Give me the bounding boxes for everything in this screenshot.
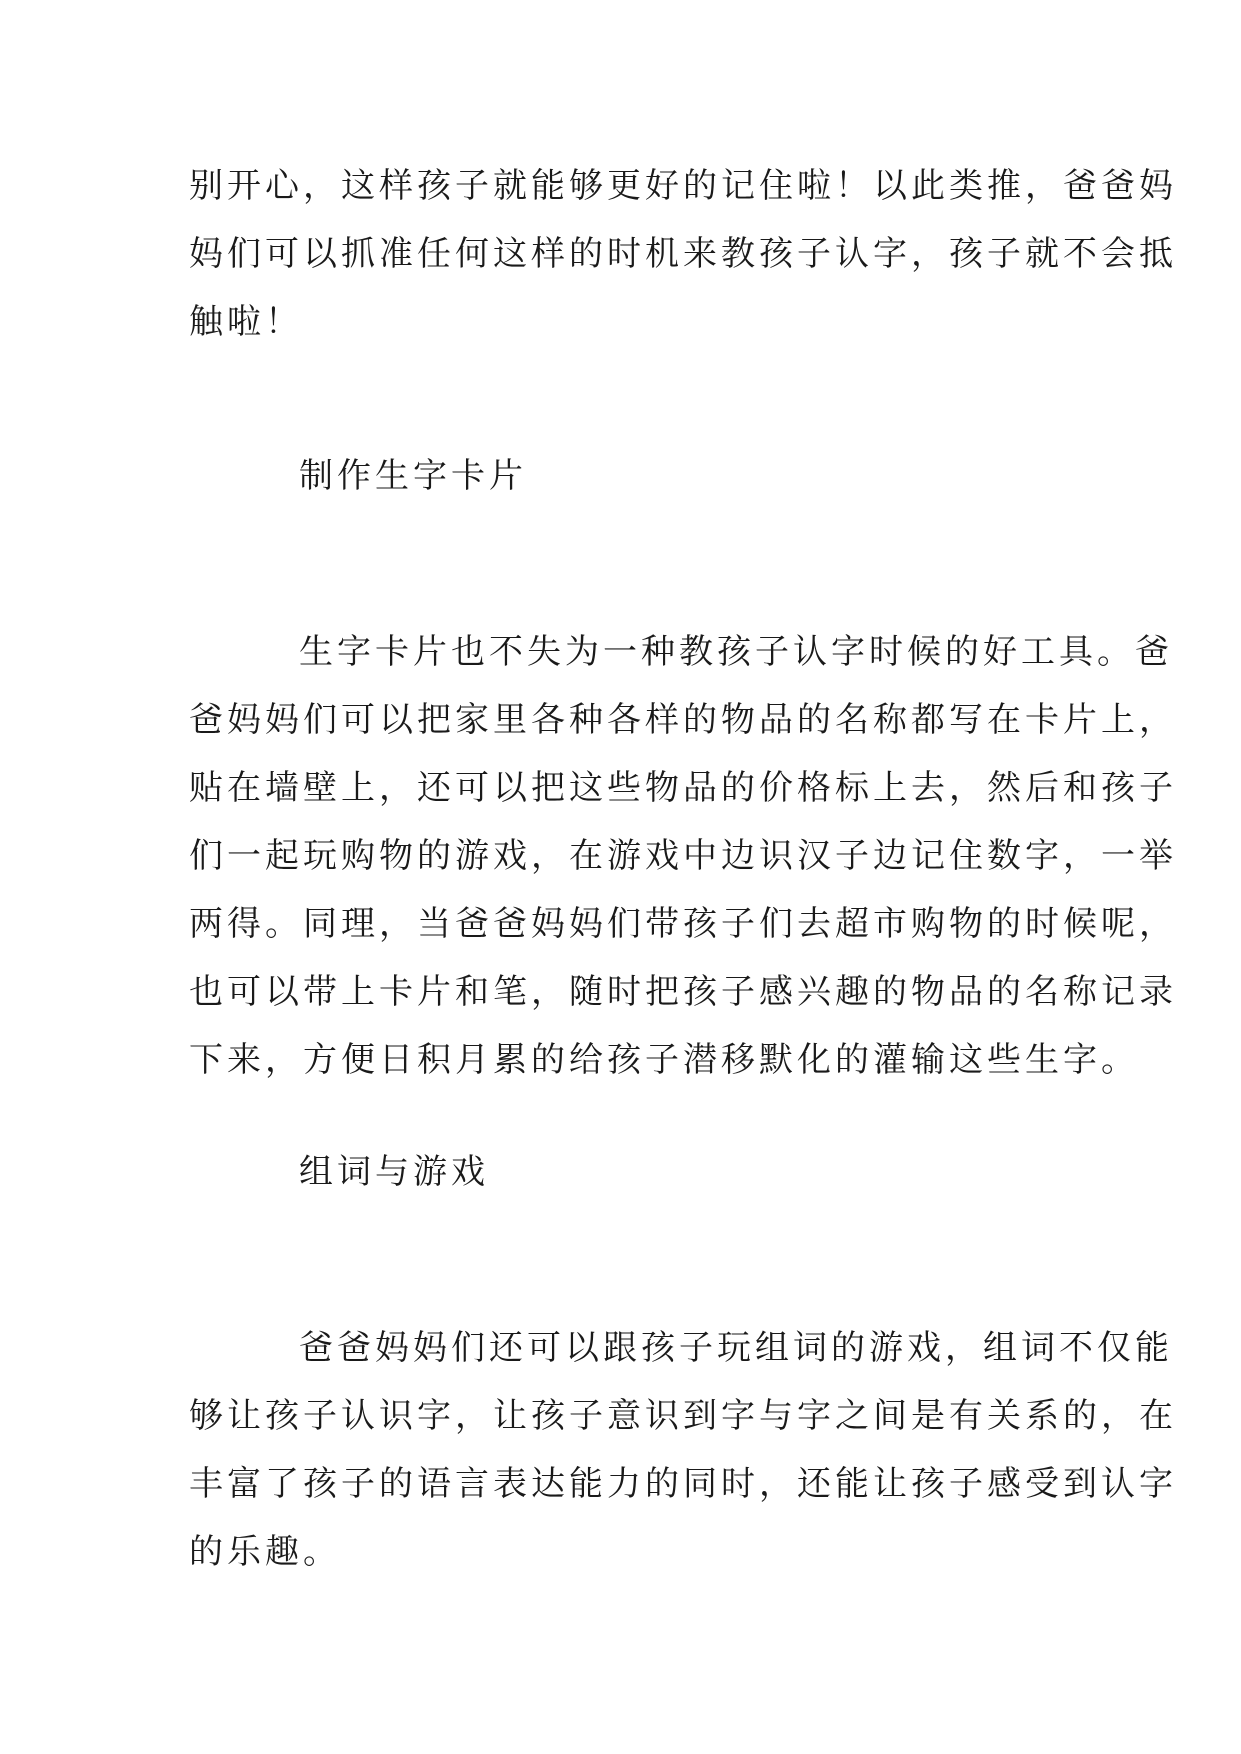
section-heading-flashcards: 制作生字卡片 (299, 456, 527, 496)
paragraph-line: 们一起玩购物的游戏，在游戏中边识汉子边记住数字，一举 (189, 836, 1177, 876)
paragraph-line: 贴在墙壁上，还可以把这些物品的价格标上去，然后和孩子 (189, 768, 1177, 808)
paragraph-line: 够让孩子认识字，让孩子意识到字与字之间是有关系的，在 (189, 1396, 1177, 1436)
paragraph-continuation (189, 152, 1177, 356)
paragraph-line: 生字卡片也不失为一种教孩子认字时候的好工具。爸 (299, 632, 1173, 672)
paragraph-line: 爸爸妈妈们还可以跟孩子玩组词的游戏，组词不仅能 (299, 1328, 1173, 1368)
paragraph-line: 的乐趣。 (189, 1532, 341, 1572)
paragraph-line: 丰富了孩子的语言表达能力的同时，还能让孩子感受到认字 (189, 1464, 1177, 1504)
paragraph-line: 爸妈妈们可以把家里各种各样的物品的名称都写在卡片上， (189, 700, 1177, 740)
paragraph-line: 也可以带上卡片和笔，随时把孩子感兴趣的物品的名称记录 (189, 972, 1177, 1012)
paragraph-line: 触啦！ (189, 302, 303, 342)
paragraph-line: 两得。同理，当爸爸妈妈们带孩子们去超市购物的时候呢， (189, 904, 1177, 944)
paragraph-word-games (189, 1314, 1177, 1586)
paragraph-line: 下来，方便日积月累的给孩子潜移默化的灌输这些生字。 (189, 1040, 1139, 1080)
section-heading-word-games: 组词与游戏 (299, 1152, 489, 1192)
paragraph-line: 别开心，这样孩子就能够更好的记住啦！以此类推，爸爸妈 (189, 166, 1177, 206)
paragraph-flashcards (189, 618, 1177, 1094)
paragraph-line: 妈们可以抓准任何这样的时机来教孩子认字，孩子就不会抵 (189, 234, 1177, 274)
